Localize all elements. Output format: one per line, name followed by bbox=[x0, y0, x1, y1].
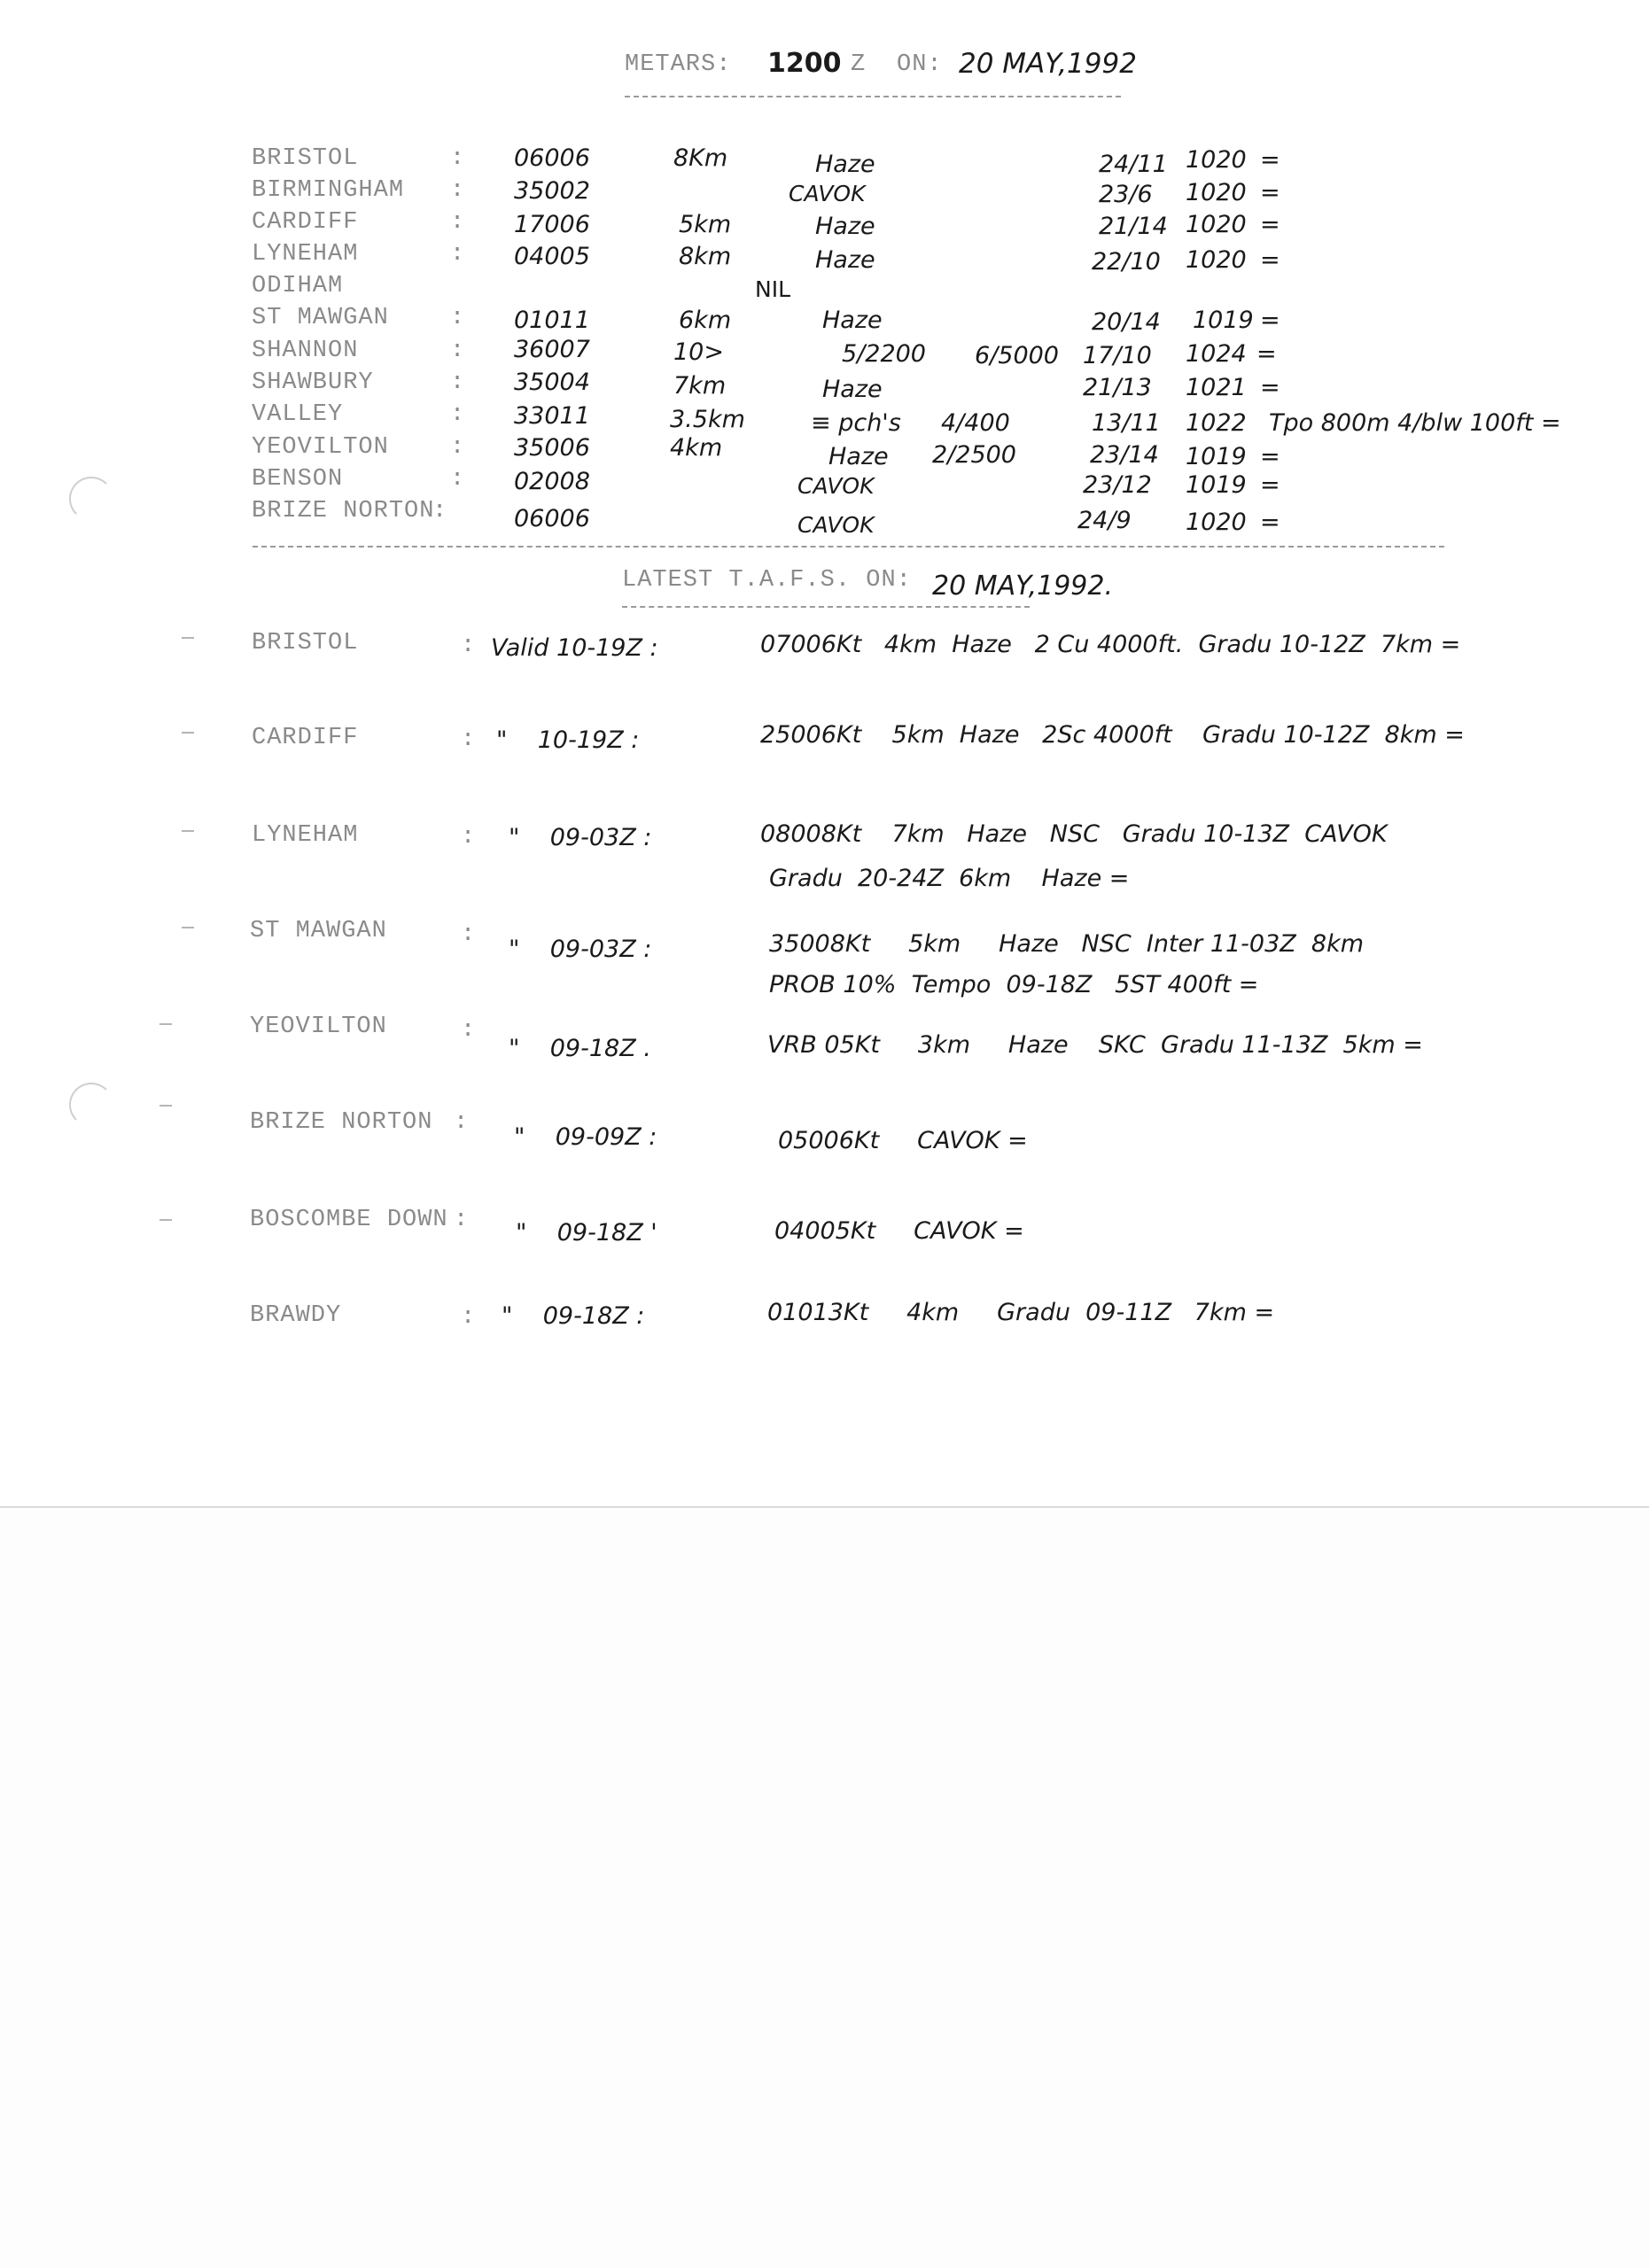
taf-forecast: 08008Kt 7km Haze NSC Gradu 10-13Z CAVOK bbox=[760, 820, 1388, 848]
metar-temp: 21/14 bbox=[1099, 213, 1168, 240]
metar-temp: 17/10 bbox=[1083, 342, 1152, 369]
metar-visibility: 8Km bbox=[673, 144, 728, 172]
metar-visibility: 10> bbox=[673, 338, 724, 366]
metar-station: CARDIFF bbox=[252, 209, 359, 236]
taf-station: BOSCOMBE DOWN bbox=[250, 1207, 448, 1233]
metar-qnh: 1020 bbox=[1186, 179, 1247, 206]
taf-forecast-continued: PROB 10% Tempo 09-18Z 5ST 400ft = bbox=[769, 971, 1259, 998]
metar-qnh: 1020 bbox=[1186, 246, 1247, 274]
metar-visibility: 5km bbox=[679, 211, 732, 238]
taf-station: ST MAWGAN bbox=[250, 918, 387, 944]
metar-weather: 5/2200 bbox=[842, 340, 926, 368]
metar-temp: 13/11 bbox=[1092, 409, 1161, 437]
taf-station: BRAWDY bbox=[250, 1302, 342, 1329]
metar-colon: : bbox=[450, 177, 466, 204]
metar-colon: : bbox=[450, 401, 466, 428]
metar-colon: : bbox=[450, 369, 466, 396]
metar-temp: 23/14 bbox=[1090, 441, 1159, 469]
margin-mark bbox=[182, 927, 194, 928]
metar-station: SHAWBURY bbox=[252, 369, 374, 396]
metar-colon: : bbox=[432, 498, 448, 524]
paper-lower-area bbox=[0, 1507, 1649, 2268]
metar-temp: 20/14 bbox=[1092, 308, 1161, 336]
metar-end: = bbox=[1260, 246, 1280, 274]
taf-forecast: 07006Kt 4km Haze 2 Cu 4000ft. Gradu 10-12Z 7km = bbox=[760, 631, 1461, 658]
taf-valid: " 09-09Z : bbox=[514, 1123, 657, 1151]
metar-extra: 6/5000 bbox=[975, 342, 1059, 369]
metar-end: = bbox=[1260, 374, 1280, 401]
metars-time: 1200 bbox=[767, 48, 842, 79]
metar-station: YEOVILTON bbox=[252, 434, 389, 461]
metar-end: = bbox=[1260, 179, 1280, 206]
metar-temp: 24/9 bbox=[1077, 507, 1132, 534]
metar-visibility: 4km bbox=[670, 434, 723, 462]
metar-visibility: 3.5km bbox=[670, 406, 745, 433]
metar-wind: 01011 bbox=[514, 307, 590, 334]
taf-valid: " 10-19Z : bbox=[496, 726, 640, 754]
taf-station: CARDIFF bbox=[252, 725, 359, 751]
metar-weather: NIL bbox=[755, 276, 791, 302]
taf-colon: : bbox=[461, 726, 477, 753]
metars-table-underline bbox=[253, 546, 1444, 548]
metars-date: 20 MAY,1992 bbox=[959, 48, 1137, 80]
metar-visibility: 8km bbox=[679, 243, 732, 270]
taf-forecast: VRB 05Kt 3km Haze SKC Gradu 11-13Z 5km = bbox=[767, 1031, 1423, 1059]
metar-weather: Haze bbox=[815, 213, 875, 240]
metars-label: METARS: bbox=[625, 51, 732, 78]
taf-forecast: 35008Kt 5km Haze NSC Inter 11-03Z 8km bbox=[769, 930, 1365, 958]
taf-colon: : bbox=[461, 1017, 477, 1044]
metar-station: SHANNON bbox=[252, 338, 359, 364]
metar-station: LYNEHAM bbox=[252, 241, 359, 268]
metar-qnh: 1020 bbox=[1186, 211, 1247, 238]
metar-wind: 35002 bbox=[514, 177, 590, 205]
metar-weather: Haze bbox=[828, 443, 889, 470]
taf-colon: : bbox=[461, 921, 477, 948]
metar-wind: 04005 bbox=[514, 243, 590, 270]
margin-mark bbox=[159, 1105, 172, 1107]
metar-wind: 33011 bbox=[514, 402, 590, 430]
metar-colon: : bbox=[450, 466, 466, 493]
metar-qnh: 1019 bbox=[1193, 307, 1254, 334]
metar-end: = bbox=[1260, 211, 1280, 238]
metar-station: VALLEY bbox=[252, 401, 344, 428]
tafs-header-underline bbox=[622, 606, 1030, 608]
metar-station: BRISTOL bbox=[252, 145, 359, 172]
metar-colon: : bbox=[450, 241, 466, 268]
metar-wind: 17006 bbox=[514, 211, 590, 238]
taf-station: BRISTOL bbox=[252, 630, 359, 656]
metar-qnh: 1024 bbox=[1186, 340, 1247, 368]
taf-valid: " 09-18Z . bbox=[509, 1035, 651, 1062]
metar-weather: CAVOK bbox=[797, 473, 875, 499]
metar-weather: Haze bbox=[815, 151, 875, 178]
metar-wind: 35004 bbox=[514, 369, 590, 396]
taf-valid: " 09-03Z : bbox=[509, 824, 652, 851]
metar-end: = bbox=[1256, 340, 1277, 368]
metar-wind: 02008 bbox=[514, 468, 590, 495]
metar-colon: : bbox=[450, 434, 466, 461]
metar-end: = bbox=[1260, 307, 1280, 334]
metars-on-label: ON: bbox=[897, 51, 943, 78]
metar-wind: 06006 bbox=[514, 505, 590, 532]
metar-colon: : bbox=[450, 338, 466, 364]
metar-qnh: 1019 bbox=[1186, 443, 1247, 470]
taf-colon: : bbox=[454, 1207, 470, 1233]
metar-weather: Haze bbox=[822, 376, 883, 403]
taf-valid: " 09-03Z : bbox=[509, 936, 652, 963]
metar-weather: CAVOK bbox=[797, 512, 875, 538]
punch-hole-icon bbox=[69, 477, 113, 521]
metar-extra: 4/400 bbox=[941, 409, 1010, 437]
paper-fold-line bbox=[0, 1506, 1649, 1508]
metar-qnh: 1020 bbox=[1186, 146, 1247, 174]
metar-temp: 23/12 bbox=[1083, 471, 1152, 499]
metar-visibility: 7km bbox=[673, 372, 727, 400]
metar-station: ODIHAM bbox=[252, 273, 344, 299]
metar-qnh: 1022 bbox=[1186, 409, 1247, 437]
metars-header-underline bbox=[625, 96, 1121, 97]
punch-hole-icon bbox=[69, 1083, 113, 1127]
taf-forecast: 05006Kt CAVOK = bbox=[778, 1127, 1028, 1154]
metar-end: = bbox=[1260, 509, 1280, 536]
metar-qnh: 1021 bbox=[1186, 374, 1247, 401]
metar-temp: 24/11 bbox=[1099, 151, 1168, 178]
metar-station: ST MAWGAN bbox=[252, 305, 389, 331]
metar-end: = bbox=[1260, 471, 1280, 499]
taf-station: LYNEHAM bbox=[252, 822, 359, 849]
metar-wind: 35006 bbox=[514, 434, 590, 462]
metar-colon: : bbox=[450, 145, 466, 172]
margin-mark bbox=[159, 1219, 172, 1221]
tafs-date: 20 MAY,1992. bbox=[932, 571, 1113, 602]
metar-visibility: 6km bbox=[679, 307, 732, 334]
taf-colon: : bbox=[461, 633, 477, 659]
metar-weather: ≡ pch's bbox=[811, 409, 901, 437]
margin-mark bbox=[182, 637, 194, 639]
metar-end: = bbox=[1260, 146, 1280, 174]
metar-weather: Haze bbox=[822, 307, 883, 334]
margin-mark bbox=[182, 732, 194, 734]
metar-colon: : bbox=[450, 209, 466, 236]
metar-temp: 21/13 bbox=[1083, 374, 1152, 401]
tafs-label: LATEST T.A.F.S. ON: bbox=[622, 567, 912, 594]
margin-mark bbox=[182, 830, 194, 832]
metar-qnh: 1020 bbox=[1186, 509, 1247, 536]
taf-colon: : bbox=[461, 824, 477, 850]
metar-station: BENSON bbox=[252, 466, 344, 493]
taf-forecast: 04005Kt CAVOK = bbox=[774, 1217, 1024, 1245]
metar-temp: 23/6 bbox=[1099, 181, 1153, 208]
metar-temp: 22/10 bbox=[1092, 248, 1161, 276]
taf-valid: " 09-18Z ' bbox=[516, 1219, 657, 1247]
taf-forecast: 25006Kt 5km Haze 2Sc 4000ft Gradu 10-12Z 8km = bbox=[760, 721, 1465, 749]
margin-mark bbox=[159, 1023, 172, 1025]
metars-z: Z bbox=[851, 51, 867, 78]
taf-colon: : bbox=[454, 1109, 470, 1136]
metar-remark: Tpo 800m 4/blw 100ft = bbox=[1269, 409, 1561, 437]
taf-valid: " 09-18Z : bbox=[502, 1302, 645, 1330]
metar-weather: CAVOK bbox=[789, 181, 866, 206]
metar-qnh: 1019 bbox=[1186, 471, 1247, 499]
metar-wind: 06006 bbox=[514, 144, 590, 172]
metar-end: = bbox=[1260, 443, 1280, 470]
metar-station: BRIZE NORTON bbox=[252, 498, 435, 524]
metar-wind: 36007 bbox=[514, 336, 590, 363]
taf-station: YEOVILTON bbox=[250, 1014, 387, 1040]
metar-weather: Haze bbox=[815, 246, 875, 274]
metar-extra: 2/2500 bbox=[932, 441, 1016, 469]
metar-station: BIRMINGHAM bbox=[252, 177, 405, 204]
taf-station: BRIZE NORTON bbox=[250, 1109, 433, 1136]
taf-forecast-continued: Gradu 20-24Z 6km Haze = bbox=[769, 865, 1130, 892]
metar-colon: : bbox=[450, 305, 466, 331]
taf-forecast: 01013Kt 4km Gradu 09-11Z 7km = bbox=[767, 1299, 1275, 1326]
taf-valid: Valid 10-19Z : bbox=[491, 634, 658, 662]
taf-colon: : bbox=[461, 1304, 477, 1331]
